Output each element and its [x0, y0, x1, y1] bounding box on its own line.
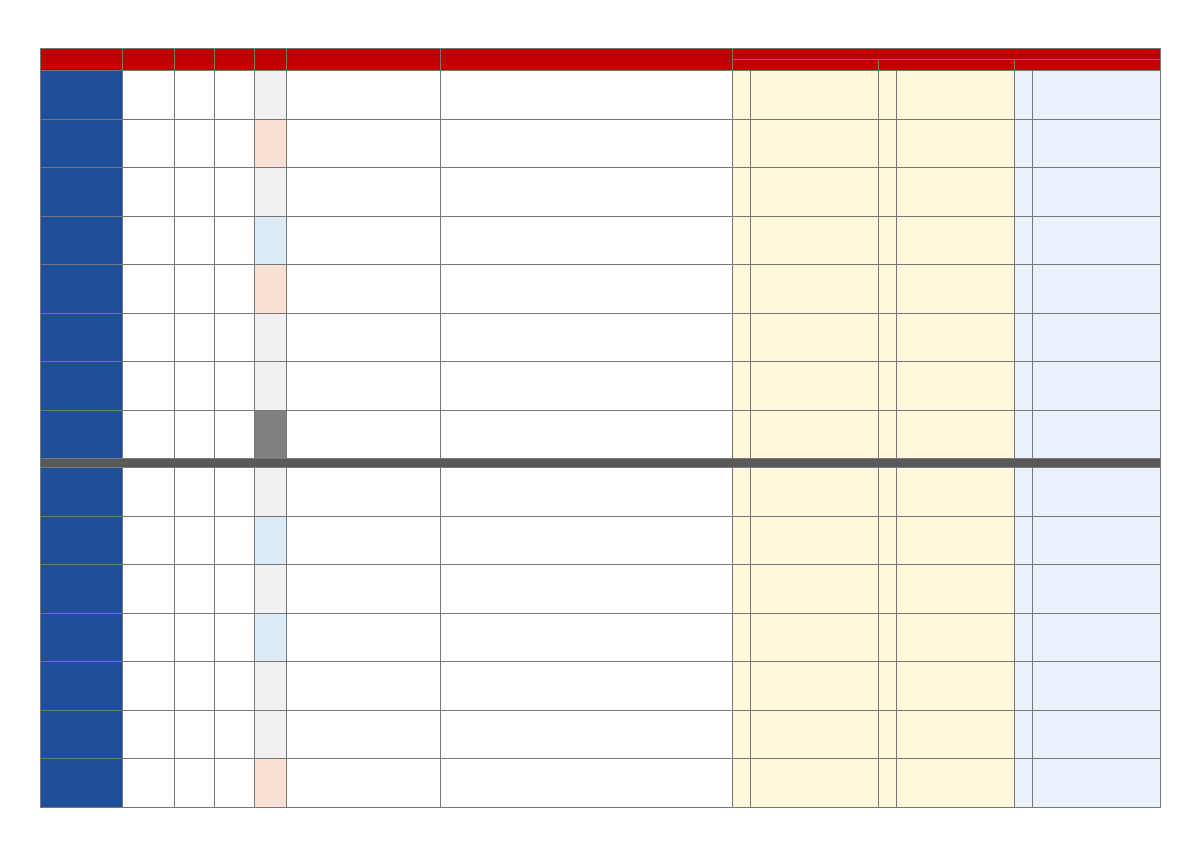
cell-family [1033, 119, 1161, 168]
cell-teen-mark [879, 759, 897, 808]
cell-reservation [175, 119, 215, 168]
table-row [41, 362, 1161, 411]
cell-reservation [175, 662, 215, 711]
cell-highlights [287, 613, 441, 662]
cell-adult [751, 565, 879, 614]
cell-rating [123, 265, 175, 314]
cell-adult [751, 265, 879, 314]
cell-crowd [255, 710, 287, 759]
cell-adult [751, 662, 879, 711]
cell-family-mark [1015, 468, 1033, 517]
col-header-suitability-group [733, 49, 1161, 60]
cell-details [441, 71, 733, 120]
cell-family-mark [1015, 216, 1033, 265]
cell-details [441, 565, 733, 614]
cell-family [1033, 410, 1161, 459]
cell-adult-mark [733, 313, 751, 362]
cell-adult-mark [733, 362, 751, 411]
cell-teen [897, 216, 1015, 265]
table-row [41, 410, 1161, 459]
cell-rating [123, 313, 175, 362]
cell-highlights [287, 468, 441, 517]
cell-type [215, 565, 255, 614]
cell-adult [751, 362, 879, 411]
cell-type [215, 410, 255, 459]
cell-crowd [255, 410, 287, 459]
cell-teen-mark [879, 710, 897, 759]
cell-family-mark [1015, 710, 1033, 759]
cell-rating [123, 565, 175, 614]
cell-type [215, 468, 255, 517]
cell-teen-mark [879, 313, 897, 362]
cell-teen-mark [879, 565, 897, 614]
cell-rating [123, 662, 175, 711]
cell-rating [123, 710, 175, 759]
cell-teen [897, 410, 1015, 459]
cell-reservation [175, 362, 215, 411]
cell-details [441, 216, 733, 265]
cell-adult-mark [733, 565, 751, 614]
cell-reservation [175, 759, 215, 808]
cell-highlights [287, 265, 441, 314]
cell-teen-mark [879, 662, 897, 711]
table-row [41, 516, 1161, 565]
cell-adult-mark [733, 710, 751, 759]
cell-details [441, 759, 733, 808]
cell-type [215, 710, 255, 759]
cell-adult-mark [733, 468, 751, 517]
cell-highlights [287, 710, 441, 759]
cell-family-mark [1015, 662, 1033, 711]
cell-family-mark [1015, 613, 1033, 662]
cell-teen-mark [879, 71, 897, 120]
table-row [41, 216, 1161, 265]
cell-adult [751, 410, 879, 459]
cell-teen [897, 613, 1015, 662]
cell-family [1033, 565, 1161, 614]
cell-type [215, 313, 255, 362]
cell-adult [751, 710, 879, 759]
cell-name [41, 265, 123, 314]
cell-teen [897, 662, 1015, 711]
cell-rating [123, 168, 175, 217]
cell-adult-mark [733, 516, 751, 565]
cell-family-mark [1015, 362, 1033, 411]
cell-teen [897, 565, 1015, 614]
cell-highlights [287, 119, 441, 168]
cell-teen [897, 362, 1015, 411]
cell-highlights [287, 362, 441, 411]
cell-adult-mark [733, 216, 751, 265]
cell-crowd [255, 759, 287, 808]
cell-crowd [255, 565, 287, 614]
cell-family [1033, 516, 1161, 565]
cell-family [1033, 168, 1161, 217]
cell-family [1033, 662, 1161, 711]
cell-highlights [287, 759, 441, 808]
cell-family [1033, 313, 1161, 362]
cell-rating [123, 613, 175, 662]
cell-family [1033, 362, 1161, 411]
cell-teen [897, 759, 1015, 808]
cell-name [41, 362, 123, 411]
cell-teen [897, 265, 1015, 314]
col-header-rating [123, 49, 175, 71]
cell-adult-mark [733, 662, 751, 711]
col-header-crowd [255, 49, 287, 71]
cell-name [41, 410, 123, 459]
cell-crowd [255, 216, 287, 265]
cell-crowd [255, 662, 287, 711]
cell-teen-mark [879, 516, 897, 565]
cell-family-mark [1015, 119, 1033, 168]
cell-family [1033, 71, 1161, 120]
cell-teen [897, 313, 1015, 362]
section-band-cell [41, 459, 1161, 468]
cell-rating [123, 119, 175, 168]
cell-teen [897, 168, 1015, 217]
cell-family-mark [1015, 410, 1033, 459]
col-header-type [215, 49, 255, 71]
cell-family [1033, 468, 1161, 517]
cell-rating [123, 71, 175, 120]
cell-rating [123, 362, 175, 411]
cell-name [41, 565, 123, 614]
table-row [41, 468, 1161, 517]
col-header-highlights [287, 49, 441, 71]
cell-teen-mark [879, 362, 897, 411]
cell-adult-mark [733, 265, 751, 314]
header-group-row [41, 49, 1161, 60]
cell-adult-mark [733, 410, 751, 459]
cell-teen-mark [879, 216, 897, 265]
cell-adult-mark [733, 119, 751, 168]
cell-teen-mark [879, 468, 897, 517]
cell-family [1033, 710, 1161, 759]
cell-crowd [255, 313, 287, 362]
section-band-row [41, 459, 1161, 468]
cell-family-mark [1015, 265, 1033, 314]
col-header-family [1015, 60, 1161, 71]
cell-teen [897, 516, 1015, 565]
table-row [41, 265, 1161, 314]
cell-family [1033, 759, 1161, 808]
cell-highlights [287, 662, 441, 711]
cell-details [441, 362, 733, 411]
table-row [41, 313, 1161, 362]
cell-highlights [287, 516, 441, 565]
cell-rating [123, 759, 175, 808]
cell-type [215, 516, 255, 565]
cell-details [441, 468, 733, 517]
cell-rating [123, 216, 175, 265]
cell-name [41, 759, 123, 808]
cell-adult [751, 119, 879, 168]
table-row [41, 613, 1161, 662]
cell-teen [897, 71, 1015, 120]
cell-crowd [255, 265, 287, 314]
cell-crowd [255, 516, 287, 565]
cell-name [41, 613, 123, 662]
cell-name [41, 119, 123, 168]
cell-type [215, 613, 255, 662]
cell-name [41, 468, 123, 517]
cell-highlights [287, 313, 441, 362]
cell-family-mark [1015, 168, 1033, 217]
table-row [41, 759, 1161, 808]
cell-crowd [255, 71, 287, 120]
cell-details [441, 710, 733, 759]
cell-type [215, 71, 255, 120]
cell-reservation [175, 265, 215, 314]
cell-name [41, 71, 123, 120]
cell-highlights [287, 168, 441, 217]
cell-family-mark [1015, 759, 1033, 808]
cell-reservation [175, 216, 215, 265]
cell-family-mark [1015, 71, 1033, 120]
cell-adult-mark [733, 759, 751, 808]
cell-rating [123, 410, 175, 459]
cell-details [441, 313, 733, 362]
cell-name [41, 216, 123, 265]
col-header-details [441, 49, 733, 71]
cell-teen-mark [879, 410, 897, 459]
cell-reservation [175, 468, 215, 517]
table-row [41, 71, 1161, 120]
cell-reservation [175, 613, 215, 662]
cell-type [215, 216, 255, 265]
cell-family [1033, 216, 1161, 265]
table-row [41, 168, 1161, 217]
cell-type [215, 168, 255, 217]
cell-details [441, 516, 733, 565]
cell-family-mark [1015, 565, 1033, 614]
cell-adult [751, 468, 879, 517]
cell-adult-mark [733, 613, 751, 662]
cell-teen [897, 468, 1015, 517]
cell-details [441, 168, 733, 217]
cell-teen-mark [879, 119, 897, 168]
col-header-name [41, 49, 123, 71]
cell-adult [751, 71, 879, 120]
cell-reservation [175, 313, 215, 362]
cell-adult-mark [733, 168, 751, 217]
table-row [41, 662, 1161, 711]
cell-crowd [255, 119, 287, 168]
cell-name [41, 168, 123, 217]
cell-rating [123, 516, 175, 565]
cell-adult-mark [733, 71, 751, 120]
cell-reservation [175, 516, 215, 565]
cell-details [441, 613, 733, 662]
cell-reservation [175, 710, 215, 759]
cell-teen-mark [879, 613, 897, 662]
table-row [41, 565, 1161, 614]
cell-highlights [287, 410, 441, 459]
cell-crowd [255, 362, 287, 411]
cell-adult [751, 168, 879, 217]
cell-crowd [255, 468, 287, 517]
table-body [41, 71, 1161, 808]
cell-adult [751, 216, 879, 265]
cell-family [1033, 613, 1161, 662]
cell-crowd [255, 613, 287, 662]
cell-adult [751, 613, 879, 662]
cell-adult [751, 516, 879, 565]
cell-rating [123, 468, 175, 517]
cell-teen-mark [879, 265, 897, 314]
cell-reservation [175, 410, 215, 459]
col-header-reservation [175, 49, 215, 71]
cell-family-mark [1015, 516, 1033, 565]
cell-type [215, 119, 255, 168]
cell-type [215, 759, 255, 808]
cell-reservation [175, 565, 215, 614]
cell-type [215, 662, 255, 711]
table-row [41, 119, 1161, 168]
table-row [41, 710, 1161, 759]
cell-name [41, 710, 123, 759]
cell-name [41, 313, 123, 362]
cell-reservation [175, 168, 215, 217]
cell-details [441, 119, 733, 168]
cell-highlights [287, 71, 441, 120]
cell-type [215, 265, 255, 314]
cell-adult [751, 759, 879, 808]
cell-teen [897, 710, 1015, 759]
cell-type [215, 362, 255, 411]
cell-family-mark [1015, 313, 1033, 362]
cell-details [441, 662, 733, 711]
cell-name [41, 662, 123, 711]
cell-highlights [287, 216, 441, 265]
cell-family [1033, 265, 1161, 314]
col-header-teen [879, 60, 1015, 71]
cell-details [441, 265, 733, 314]
pavilion-table [40, 48, 1161, 808]
col-header-adult [733, 60, 879, 71]
cell-teen-mark [879, 168, 897, 217]
cell-highlights [287, 565, 441, 614]
cell-details [441, 410, 733, 459]
cell-reservation [175, 71, 215, 120]
cell-name [41, 516, 123, 565]
cell-adult [751, 313, 879, 362]
cell-crowd [255, 168, 287, 217]
cell-teen [897, 119, 1015, 168]
